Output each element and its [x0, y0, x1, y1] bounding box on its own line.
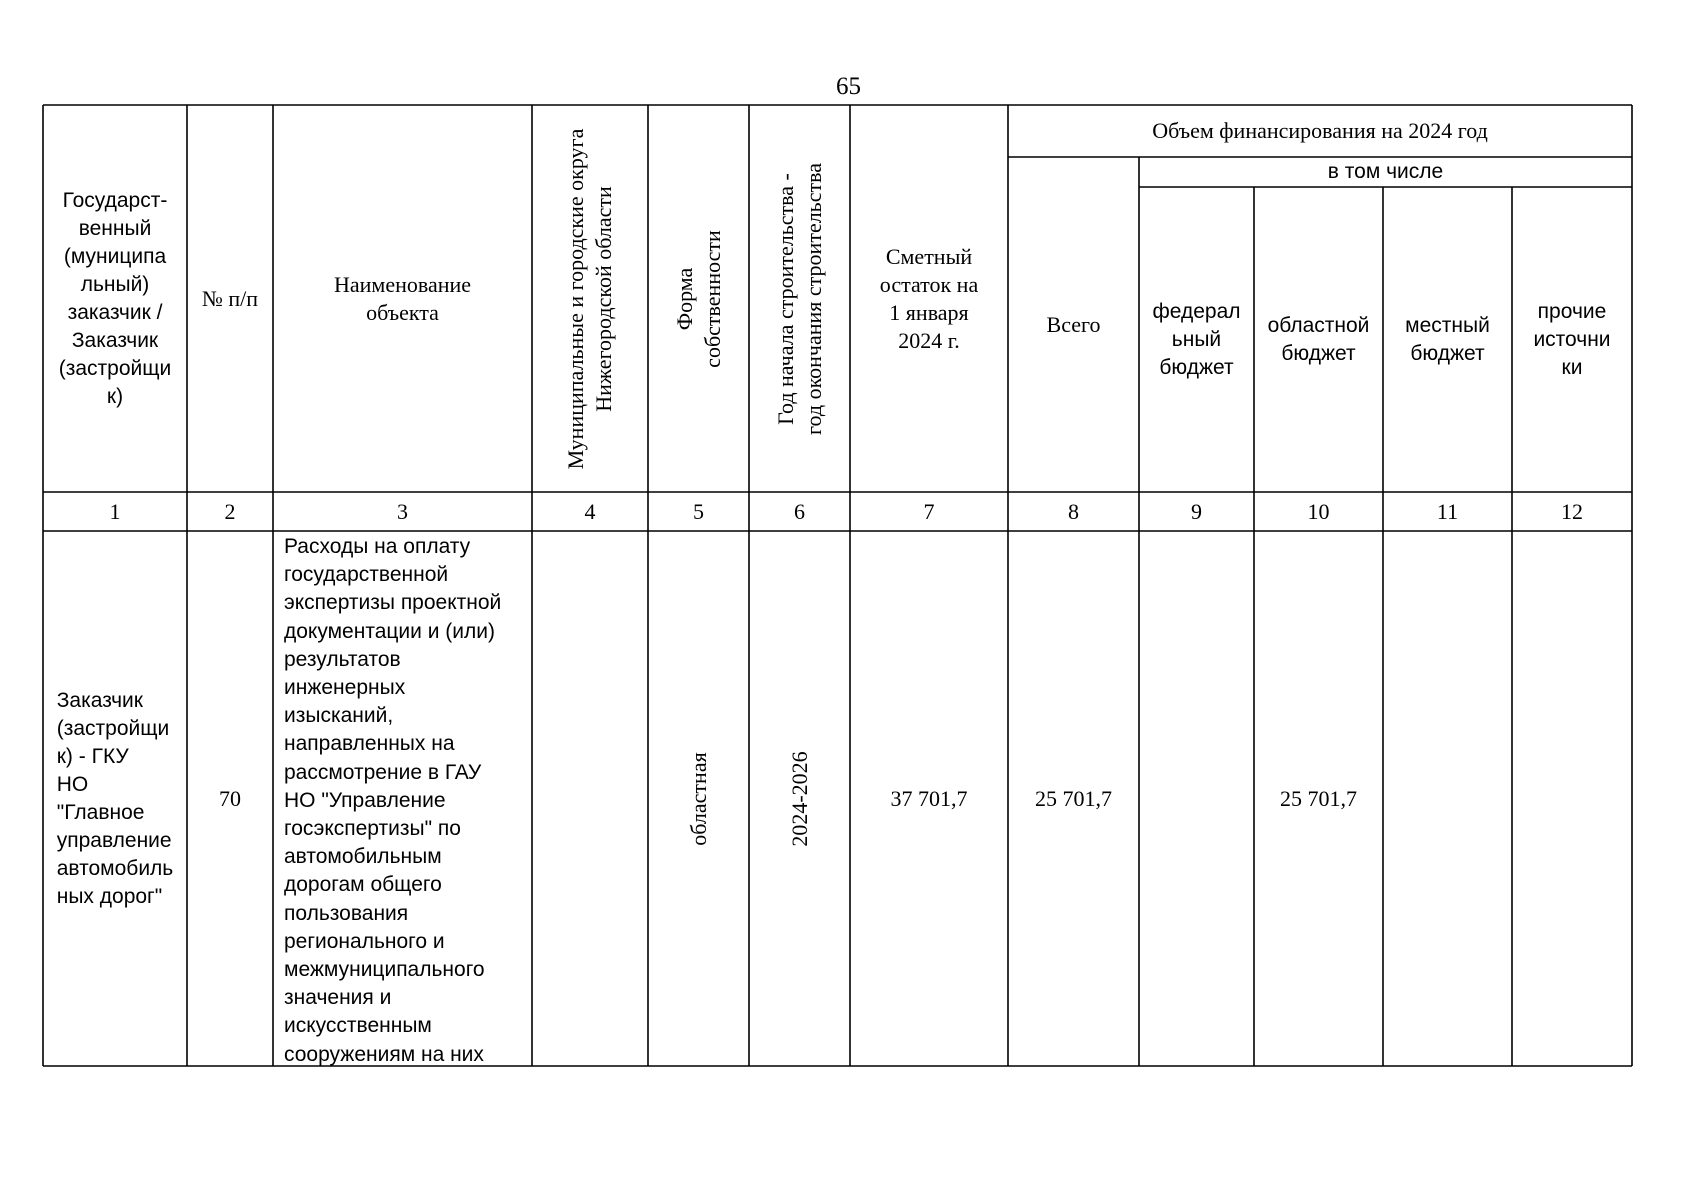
header-including-text: в том числе — [1327, 160, 1444, 183]
header-municipality-text: Муниципальные и городские округа Нижегородской области — [563, 128, 616, 469]
header-local-budget — [1383, 187, 1512, 492]
header-local-budget-text: местный бюджет — [1405, 313, 1490, 365]
row-estimated-balance — [850, 531, 1008, 1066]
header-object-name-text: Наименование объекта — [333, 271, 472, 325]
row-estimated-balance-text: 37 701,7 — [890, 785, 968, 811]
header-estimated-balance-text: Сметный остаток на 1 января 2024 г. — [879, 243, 979, 353]
header-ownership — [648, 105, 749, 492]
column-number: 5 — [693, 498, 704, 524]
row-number-text: 70 — [219, 785, 241, 811]
column-number: 11 — [1436, 498, 1459, 524]
column-number: 12 — [1561, 498, 1583, 524]
row-customer — [43, 531, 187, 1066]
row-regional-budget-text: 25 701,7 — [1280, 785, 1357, 811]
row-object-name-text: Расходы на оплату государственной экспертизы проектной документации и (или) результатов инженерных изысканий, направленных на рассмотрение в ГАУ НО "Управление госэкспертизы" по автомобильным дорогам общего пользования регионального и межмуниципального значения и искусственным сооружениям на них — [284, 535, 502, 1066]
header-customer-text: Государст- венный (муниципа льный) заказчик / Заказчик (застройщи к) — [58, 188, 172, 408]
column-number: 10 — [1307, 498, 1330, 524]
header-regional-budget-text: областной бюджет — [1267, 313, 1370, 365]
header-row-number-text: № п/п — [201, 285, 259, 311]
row-municipality — [532, 531, 648, 1066]
header-regional-budget — [1254, 187, 1383, 492]
page-number: 65 — [836, 73, 861, 100]
column-number: 2 — [224, 498, 236, 524]
row-total — [1008, 531, 1139, 1066]
header-total — [1008, 157, 1139, 492]
header-other-sources-text: прочие источни ки — [1533, 299, 1611, 379]
header-estimated-balance — [850, 105, 1008, 492]
row-ownership — [648, 531, 749, 1066]
row-years — [749, 531, 850, 1066]
column-number: 4 — [584, 498, 596, 524]
header-years-text: Год начала строительства - год окончания строительства — [772, 162, 826, 435]
row-customer-text: Заказчик (застройщи к) - ГКУ НО "Главное управление автомобиль ных дорог" — [56, 688, 174, 908]
header-object-name — [273, 105, 532, 492]
column-number: 3 — [397, 498, 408, 524]
row-object-name — [273, 531, 532, 1066]
row-regional-budget — [1254, 531, 1383, 1066]
column-number: 7 — [923, 498, 935, 524]
header-customer — [43, 105, 187, 492]
row-ownership-text: областная — [685, 751, 711, 846]
row-federal-budget — [1139, 531, 1254, 1066]
header-other-sources — [1512, 187, 1632, 492]
row-local-budget — [1383, 531, 1512, 1066]
column-number: 8 — [1068, 498, 1079, 524]
row-other-sources — [1512, 531, 1632, 1066]
header-funding-group-text: Объем финансирования на 2024 год — [1152, 118, 1488, 143]
header-funding-group — [1008, 105, 1632, 157]
row-years-text: 2024-2026 — [786, 750, 812, 847]
row-total-text: 25 701,7 — [1035, 785, 1112, 811]
header-ownership-text: Форма собственности — [671, 229, 725, 368]
column-number: 6 — [794, 498, 805, 524]
header-federal-budget — [1139, 187, 1254, 492]
header-municipality — [532, 105, 648, 492]
row-number — [187, 531, 273, 1066]
column-number: 9 — [1191, 498, 1202, 524]
header-total-text: Всего — [1046, 311, 1101, 337]
header-federal-budget-text: федерал ьный бюджет — [1152, 299, 1241, 379]
header-row-number — [187, 105, 273, 492]
column-number: 1 — [109, 498, 121, 524]
header-including — [1139, 157, 1632, 187]
header-years — [749, 105, 850, 492]
